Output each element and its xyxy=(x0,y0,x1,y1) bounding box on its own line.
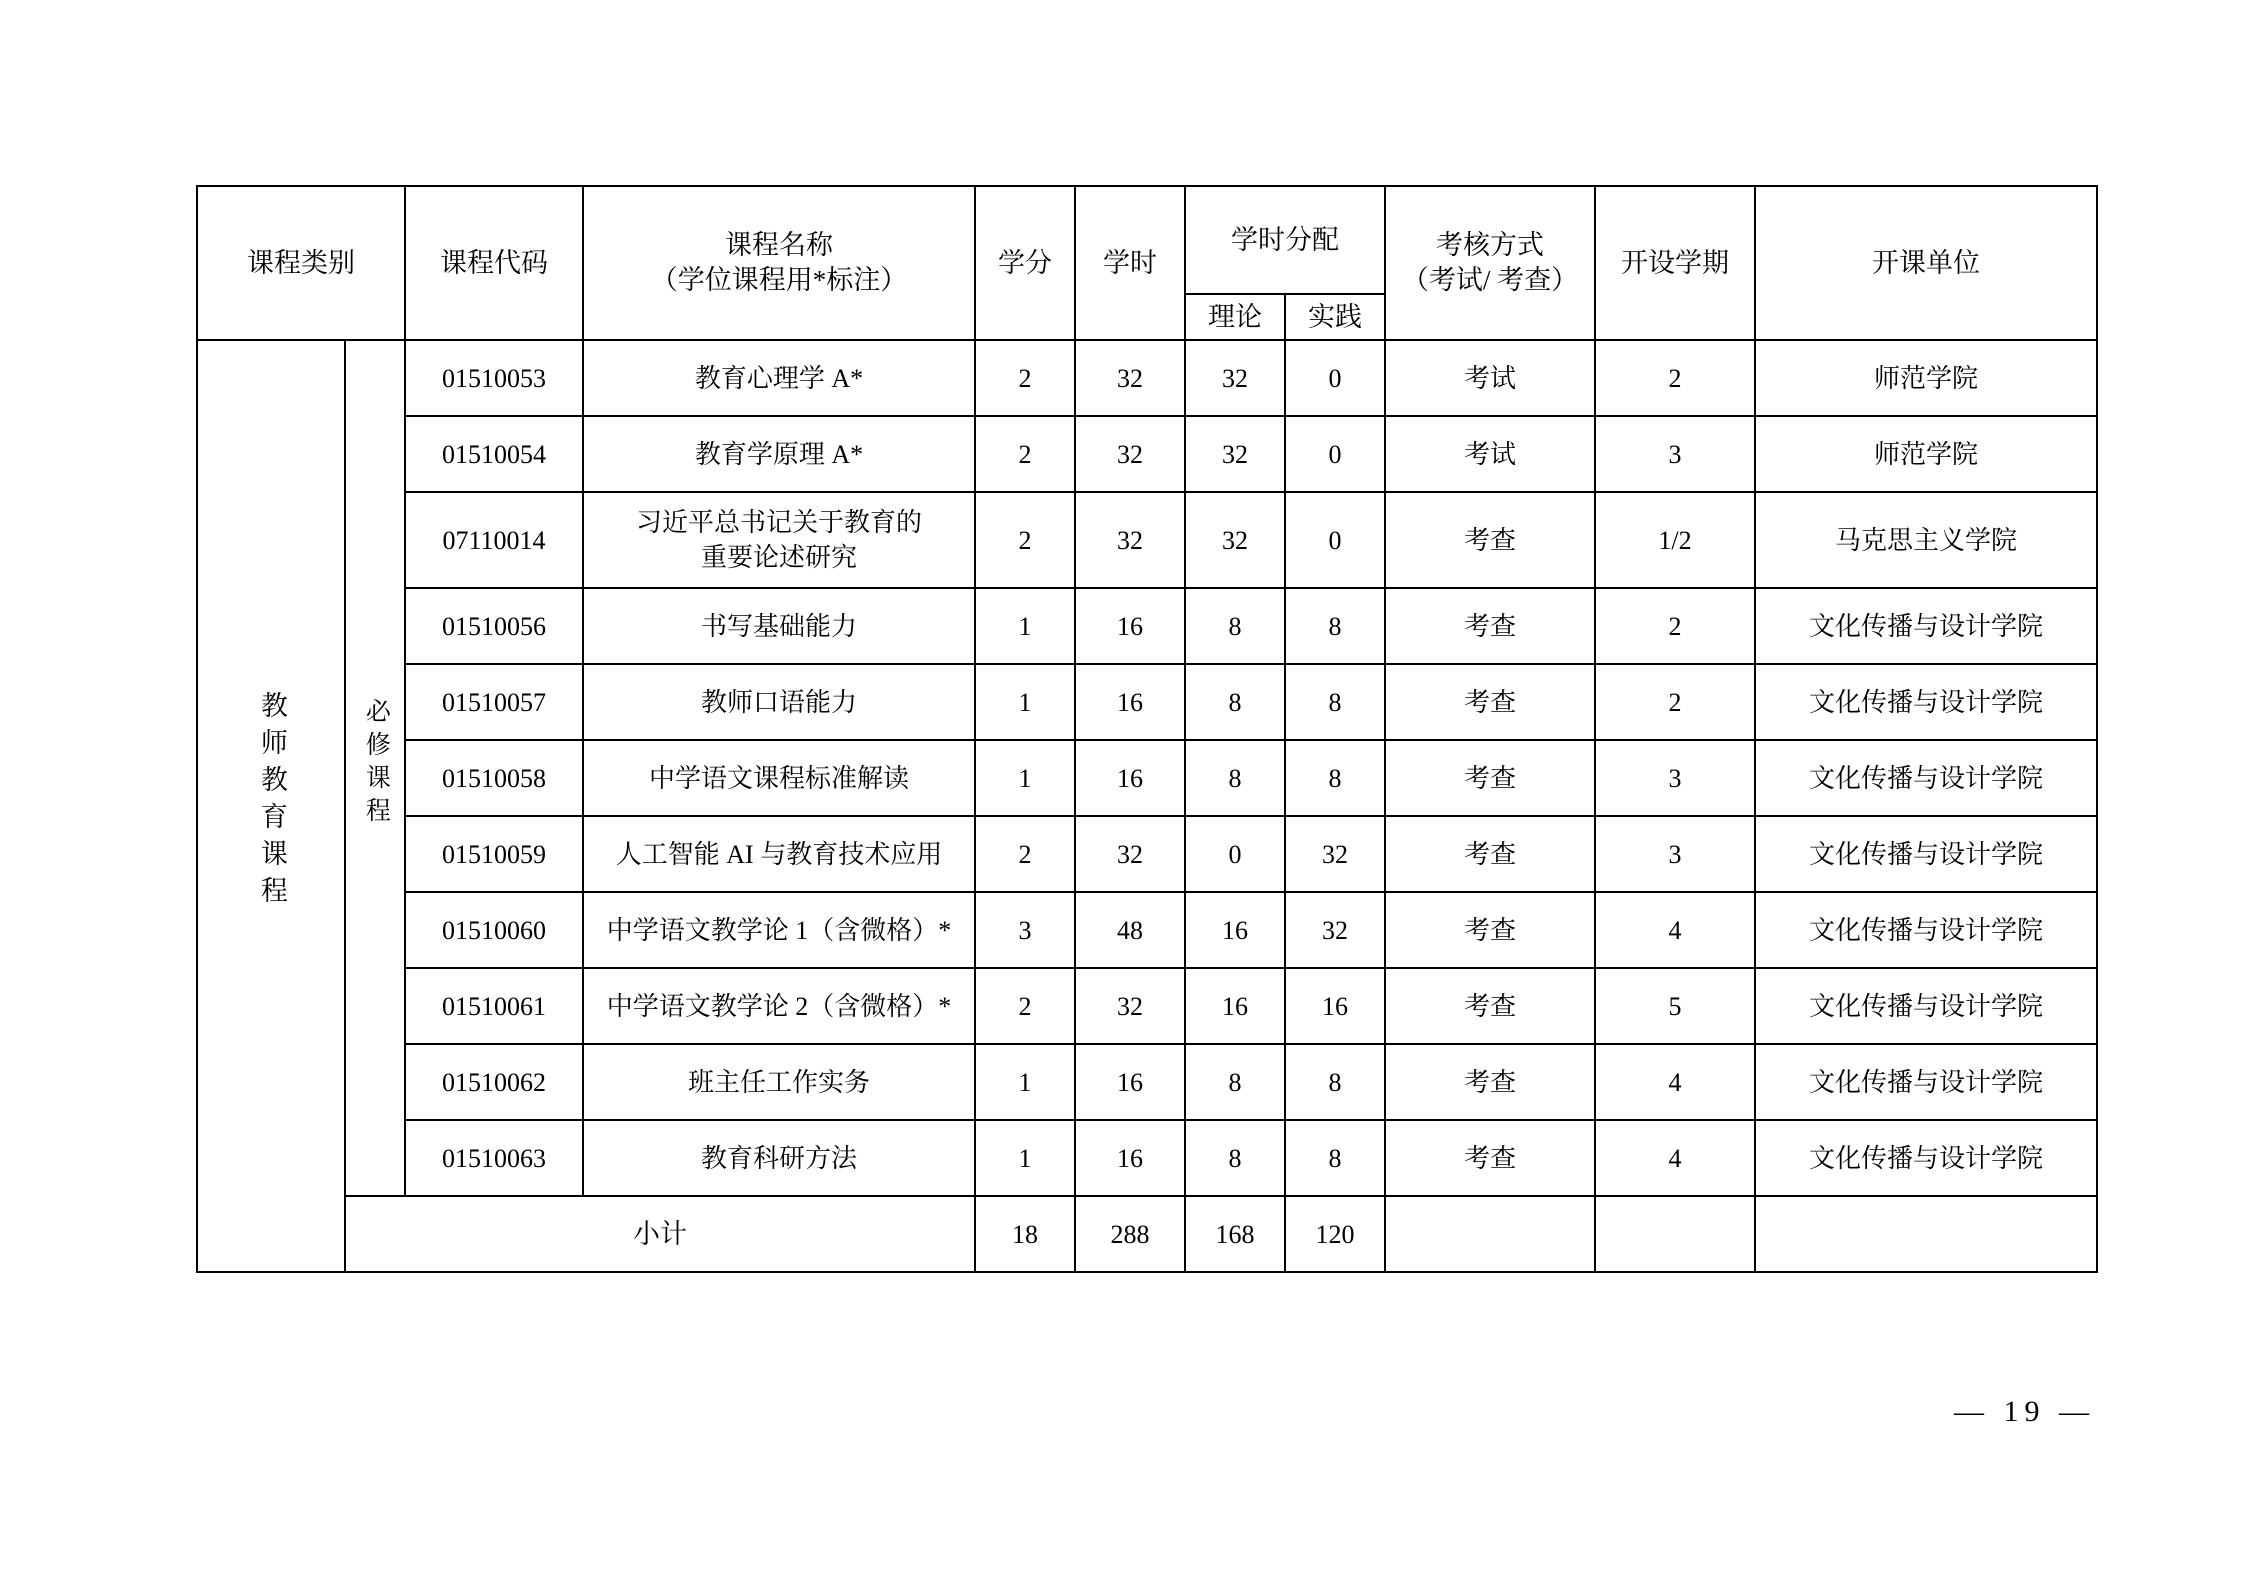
cell-name-line2: 重要论述研究 xyxy=(700,543,857,573)
cell-term: 5 xyxy=(1595,968,1755,1044)
cell-hours: 16 xyxy=(1075,1044,1185,1120)
cell-practice: 8 xyxy=(1285,740,1385,816)
subtotal-exam xyxy=(1385,1196,1595,1272)
cell-theory: 8 xyxy=(1185,740,1285,816)
header-exam-method xyxy=(1385,186,1595,340)
cell-practice: 0 xyxy=(1285,340,1385,416)
cell-credit: 2 xyxy=(975,968,1075,1044)
table-row xyxy=(197,664,2097,740)
table-row xyxy=(197,416,2097,492)
cell-unit: 文化传播与设计学院 xyxy=(1755,816,2097,892)
cell-unit: 文化传播与设计学院 xyxy=(1755,664,2097,740)
cell-name: 书写基础能力 xyxy=(583,588,975,664)
cell-exam: 考查 xyxy=(1385,664,1595,740)
subtotal-theory: 168 xyxy=(1185,1196,1285,1272)
cell-unit: 师范学院 xyxy=(1755,416,2097,492)
cell-practice: 32 xyxy=(1285,892,1385,968)
cell-credit: 1 xyxy=(975,740,1075,816)
cell-term: 2 xyxy=(1595,340,1755,416)
cell-exam: 考查 xyxy=(1385,968,1595,1044)
cell-code: 07110014 xyxy=(405,492,583,588)
course-table xyxy=(196,185,2098,1273)
cell-code: 01510062 xyxy=(405,1044,583,1120)
page-number: — 19 — xyxy=(1954,1395,2095,1428)
header-code: 课程代码 xyxy=(405,186,583,340)
cell-required-type xyxy=(345,340,405,1196)
table-row xyxy=(197,1044,2097,1120)
header-name-line1: 课程名称 xyxy=(725,230,833,261)
table-body xyxy=(197,340,2097,1272)
header-category: 课程类别 xyxy=(197,186,405,340)
table-row xyxy=(197,1120,2097,1196)
cell-unit: 文化传播与设计学院 xyxy=(1755,588,2097,664)
cell-term: 2 xyxy=(1595,664,1755,740)
cell-code: 01510060 xyxy=(405,892,583,968)
header-hours-allocation: 学时分配 xyxy=(1185,186,1385,294)
table-row xyxy=(197,892,2097,968)
cell-credit: 2 xyxy=(975,340,1075,416)
cell-name: 教育科研方法 xyxy=(583,1120,975,1196)
cell-hours: 16 xyxy=(1075,664,1185,740)
table-row-subtotal xyxy=(197,1196,2097,1272)
cell-name: 教育心理学 A* xyxy=(583,340,975,416)
cell-theory: 0 xyxy=(1185,816,1285,892)
cell-theory: 32 xyxy=(1185,492,1285,588)
cell-name: 中学语文教学论 1（含微格）* xyxy=(583,892,975,968)
cell-credit: 1 xyxy=(975,588,1075,664)
cell-code: 01510057 xyxy=(405,664,583,740)
cell-credit: 2 xyxy=(975,492,1075,588)
cell-exam: 考查 xyxy=(1385,492,1595,588)
cell-code: 01510056 xyxy=(405,588,583,664)
category-label: 教师教育课程 xyxy=(256,690,287,913)
subtotal-credit: 18 xyxy=(975,1196,1075,1272)
cell-name: 中学语文教学论 2（含微格）* xyxy=(583,968,975,1044)
cell-credit: 2 xyxy=(975,416,1075,492)
cell-term: 4 xyxy=(1595,1044,1755,1120)
cell-practice: 16 xyxy=(1285,968,1385,1044)
cell-term: 3 xyxy=(1595,816,1755,892)
subtotal-practice: 120 xyxy=(1285,1196,1385,1272)
cell-name: 人工智能 AI 与教育技术应用 xyxy=(583,816,975,892)
cell-theory: 8 xyxy=(1185,588,1285,664)
cell-name xyxy=(583,492,975,588)
header-exam-line1: 考核方式 xyxy=(1436,230,1544,261)
table-row xyxy=(197,340,2097,416)
subtotal-term xyxy=(1595,1196,1755,1272)
cell-exam: 考试 xyxy=(1385,340,1595,416)
cell-theory: 16 xyxy=(1185,892,1285,968)
cell-theory: 32 xyxy=(1185,416,1285,492)
cell-hours: 16 xyxy=(1075,740,1185,816)
cell-theory: 16 xyxy=(1185,968,1285,1044)
cell-code: 01510058 xyxy=(405,740,583,816)
cell-term: 3 xyxy=(1595,416,1755,492)
cell-unit: 师范学院 xyxy=(1755,340,2097,416)
header-practice: 实践 xyxy=(1285,294,1385,340)
cell-practice: 8 xyxy=(1285,588,1385,664)
cell-name: 中学语文课程标准解读 xyxy=(583,740,975,816)
cell-hours: 32 xyxy=(1075,816,1185,892)
cell-exam: 考查 xyxy=(1385,1044,1595,1120)
header-hours: 学时 xyxy=(1075,186,1185,340)
cell-code: 01510061 xyxy=(405,968,583,1044)
cell-unit: 文化传播与设计学院 xyxy=(1755,1044,2097,1120)
cell-hours: 32 xyxy=(1075,340,1185,416)
header-credit: 学分 xyxy=(975,186,1075,340)
cell-exam: 考查 xyxy=(1385,740,1595,816)
cell-unit: 马克思主义学院 xyxy=(1755,492,2097,588)
cell-credit: 1 xyxy=(975,1120,1075,1196)
cell-category xyxy=(197,340,345,1272)
cell-credit: 1 xyxy=(975,1044,1075,1120)
cell-term: 2 xyxy=(1595,588,1755,664)
header-exam-line2: （考试/ 考查） xyxy=(1401,265,1579,296)
cell-credit: 2 xyxy=(975,816,1075,892)
cell-term: 4 xyxy=(1595,892,1755,968)
subtotal-hours: 288 xyxy=(1075,1196,1185,1272)
cell-theory: 8 xyxy=(1185,1044,1285,1120)
cell-term: 1/2 xyxy=(1595,492,1755,588)
cell-theory: 8 xyxy=(1185,1120,1285,1196)
header-theory: 理论 xyxy=(1185,294,1285,340)
cell-hours: 32 xyxy=(1075,492,1185,588)
cell-hours: 32 xyxy=(1075,968,1185,1044)
cell-practice: 8 xyxy=(1285,1120,1385,1196)
course-table-container xyxy=(196,185,2096,1273)
cell-credit: 1 xyxy=(975,664,1075,740)
table-row xyxy=(197,816,2097,892)
table-header xyxy=(197,186,2097,340)
cell-code: 01510059 xyxy=(405,816,583,892)
header-name xyxy=(583,186,975,340)
cell-name: 教师口语能力 xyxy=(583,664,975,740)
cell-practice: 8 xyxy=(1285,664,1385,740)
cell-code: 01510063 xyxy=(405,1120,583,1196)
cell-unit: 文化传播与设计学院 xyxy=(1755,1120,2097,1196)
cell-name: 教育学原理 A* xyxy=(583,416,975,492)
cell-exam: 考查 xyxy=(1385,1120,1595,1196)
cell-code: 01510054 xyxy=(405,416,583,492)
cell-credit: 3 xyxy=(975,892,1075,968)
cell-exam: 考查 xyxy=(1385,816,1595,892)
cell-hours: 48 xyxy=(1075,892,1185,968)
cell-term: 3 xyxy=(1595,740,1755,816)
cell-hours: 16 xyxy=(1075,1120,1185,1196)
cell-unit: 文化传播与设计学院 xyxy=(1755,740,2097,816)
required-label: 必修课程 xyxy=(362,697,390,830)
cell-exam: 考查 xyxy=(1385,892,1595,968)
cell-theory: 32 xyxy=(1185,340,1285,416)
table-row xyxy=(197,740,2097,816)
subtotal-label: 小计 xyxy=(345,1196,975,1272)
cell-name-line1: 习近平总书记关于教育的 xyxy=(635,508,922,538)
header-unit: 开课单位 xyxy=(1755,186,2097,340)
cell-unit: 文化传播与设计学院 xyxy=(1755,968,2097,1044)
cell-hours: 32 xyxy=(1075,416,1185,492)
cell-practice: 0 xyxy=(1285,492,1385,588)
table-row xyxy=(197,492,2097,588)
cell-practice: 32 xyxy=(1285,816,1385,892)
cell-name: 班主任工作实务 xyxy=(583,1044,975,1120)
cell-unit: 文化传播与设计学院 xyxy=(1755,892,2097,968)
header-name-line2: （学位课程用*标注） xyxy=(650,265,908,296)
cell-code: 01510053 xyxy=(405,340,583,416)
table-row xyxy=(197,968,2097,1044)
cell-practice: 8 xyxy=(1285,1044,1385,1120)
cell-theory: 8 xyxy=(1185,664,1285,740)
cell-practice: 0 xyxy=(1285,416,1385,492)
header-term: 开设学期 xyxy=(1595,186,1755,340)
cell-hours: 16 xyxy=(1075,588,1185,664)
subtotal-unit xyxy=(1755,1196,2097,1272)
cell-term: 4 xyxy=(1595,1120,1755,1196)
table-row xyxy=(197,588,2097,664)
cell-exam: 考查 xyxy=(1385,588,1595,664)
cell-exam: 考试 xyxy=(1385,416,1595,492)
